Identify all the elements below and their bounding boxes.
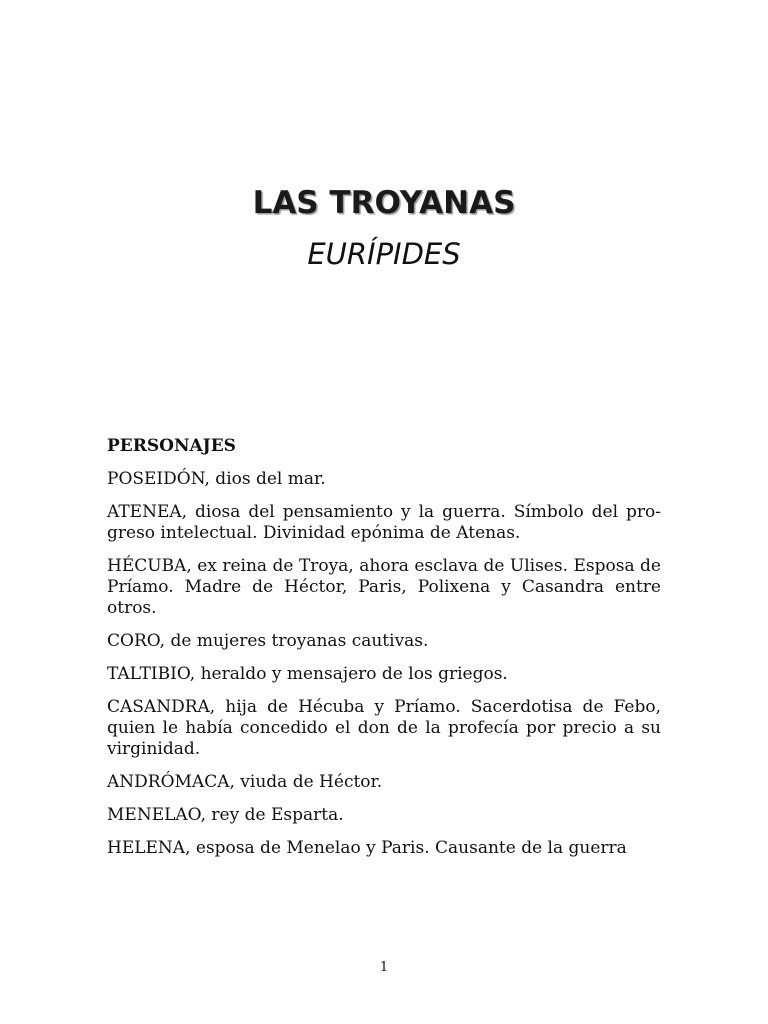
document-title: LAS TROYANAS (252, 185, 516, 221)
character-entry-atenea: ATENEA, diosa del pensamiento y la guerra. Símbolo del progreso intelectual. Divinidad epónima de Atenas. (107, 502, 661, 543)
character-entry-poseidon: POSEIDÓN, dios del mar. (107, 469, 326, 489)
character-entry-casandra: CASANDRA, hija de Hécuba y Príamo. Sacerdotisa de Febo, quien le había concedido el don de la profecía por precio a su virginidad. (107, 697, 661, 759)
character-entry-coro: CORO, de mujeres troyanas cautivas. (107, 631, 429, 651)
character-entry-helena: HELENA, esposa de Menelao y Paris. Causante de la guerra (107, 838, 627, 858)
character-entry-andromaca: ANDRÓMACA, viuda de Héctor. (107, 772, 383, 792)
character-entry-hecuba: HÉCUBA, ex reina de Troya, ahora esclava de Ulises. Esposa de Príamo. Madre de Héctor, Paris, Polixena y Casandra entre otros. (107, 556, 661, 618)
page-number: 1 (379, 960, 389, 975)
characters-section (107, 436, 661, 871)
author-name: EURÍPIDES (307, 237, 461, 271)
section-heading: PERSONAJES (107, 436, 236, 456)
character-entry-menelao: MENELAO, rey de Esparta. (107, 805, 344, 825)
character-entry-taltibio: TALTIBIO, heraldo y mensajero de los griegos. (107, 664, 508, 684)
